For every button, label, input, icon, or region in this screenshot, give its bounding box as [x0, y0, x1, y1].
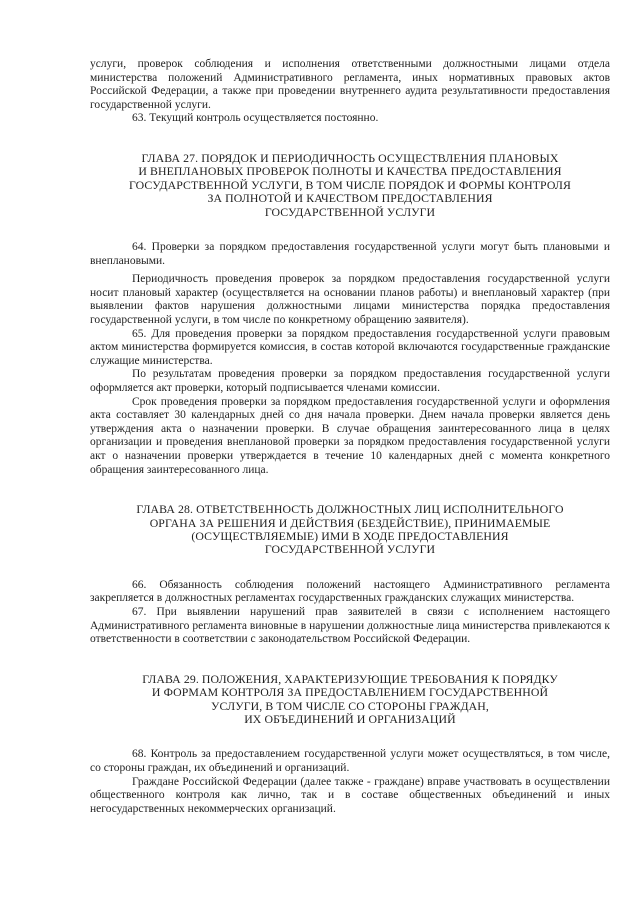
paragraph-65: 65. Для проведения проверки за порядком предоставления государственной услуги правовым актом министерства формируется комиссия, в состав которой включаются государственные гражданские служащие министерства. [90, 327, 610, 367]
chapter-29-line: УСЛУГИ, В ТОМ ЧИСЛЕ СО СТОРОНЫ ГРАЖДАН, [211, 698, 489, 713]
chapter-28-line: ОРГАНА ЗА РЕШЕНИЯ И ДЕЙСТВИЯ (БЕЗДЕЙСТВИЕ), ПРИНИМАЕМЫЕ [149, 515, 551, 530]
paragraph-68: 68. Контроль за предоставлением государственной услуги может осуществляться, в том числе, со стороны граждан, их объединений и организаций. [90, 748, 610, 774]
paragraph-63: 63. Текущий контроль осуществляется постоянно. [132, 112, 379, 125]
chapter-29-line: ГЛАВА 29. ПОЛОЖЕНИЯ, ХАРАКТЕРИЗУЮЩИЕ ТРЕБОВАНИЯ К ПОРЯДКУ [142, 671, 558, 686]
chapter-27-line: И ВНЕПЛАНОВЫХ ПРОВЕРОК ПОЛНОТЫ И КАЧЕСТВА ПРЕДОСТАВЛЕНИЯ [138, 164, 562, 179]
paragraph-66: 66. Обязанность соблюдения положений настоящего Административного регламента закрепляется в должностных регламентах государственных гражданских служащих министерства. [90, 578, 610, 605]
chapter-27-line: ЗА ПОЛНОТОЙ И КАЧЕСТВОМ ПРЕДОСТАВЛЕНИЯ [207, 191, 493, 206]
paragraph-intro: услуги, проверок соблюдения и исполнения ответственными должностными лицами отдела министерства положений Административного регламента, иных нормативных правовых актов Российской Федерации, а также при проведении внутреннего аудита результативности предоставления государственной услуги. [90, 58, 610, 111]
paragraph-65-results: По результатам проведения проверки за порядком предоставления государственной услуги оформляется акт проверки, который подписывается членами комиссии. [90, 368, 610, 394]
chapter-29-line: И ФОРМАМ КОНТРОЛЯ ЗА ПРЕДОСТАВЛЕНИЕМ ГОСУДАРСТВЕННОЙ [151, 685, 549, 700]
chapter-29-heading [90, 673, 610, 727]
paragraph-64: 64. Проверки за порядком предоставления государственной услуги могут быть плановыми и внеплановыми. [90, 241, 610, 267]
chapter-27-line: ГОСУДАРСТВЕННОЙ УСЛУГИ, В ТОМ ЧИСЛЕ ПОРЯДОК И ФОРМЫ КОНТРОЛЯ [129, 177, 571, 192]
chapter-27-line: ГОСУДАРСТВЕННОЙ УСЛУГИ [264, 204, 436, 219]
chapter-28-line: ГЛАВА 28. ОТВЕТСТВЕННОСТЬ ДОЛЖНОСТНЫХ ЛИЦ ИСПОЛНИТЕЛЬНОГО [136, 502, 564, 517]
chapter-28-line: ГОСУДАРСТВЕННОЙ УСЛУГИ [264, 542, 436, 557]
paragraph-64-periodicity: Периодичность проведения проверок за порядком предоставления государственной услуги носит плановый характер (осуществляется на основании планов работы) и внеплановый характер (при выявлении фактов нарушения должностными лицами министерства порядка предоставления государственной услуги, в том числе по конкретному обращению заявителя). [90, 273, 610, 326]
chapter-27-line: ГЛАВА 27. ПОРЯДОК И ПЕРИОДИЧНОСТЬ ОСУЩЕСТВЛЕНИЯ ПЛАНОВЫХ [141, 150, 559, 165]
chapter-28-heading [90, 503, 610, 557]
paragraph-68-citizens: Граждане Российской Федерации (далее также - граждане) вправе участвовать в осуществлении общественного контроля как лично, так и в составе общественных объединений и иных негосударственных некоммерческих организаций. [90, 775, 610, 815]
chapter-29-line: ИХ ОБЪЕДИНЕНИЙ И ОРГАНИЗАЦИЙ [244, 711, 456, 726]
paragraph-65-terms: Срок проведения проверки за порядком предоставления государственной услуги и оформления акта составляет 30 календарных дней со дня начала проверки. Днем начала проверки является день утверждения акта о назначении проверки. В случае обращения заинтересованного лица в целях организации и проведения внеплановой проверки за порядком предоставления государственной услуги акт о назначении проверки утверждается в течение 10 календарных дней с момента конкретного обращения заинтересованного лица. [90, 395, 610, 476]
chapter-27-heading [90, 152, 610, 219]
paragraph-67: 67. При выявлении нарушений прав заявителей в связи с исполнением настоящего Административного регламента виновные в нарушении должностные лица министерства привлекаются к ответственности в соответствии с законодательством Российской Федерации. [90, 605, 610, 646]
chapter-28-line: (ОСУЩЕСТВЛЯЕМЫЕ) ИМИ В ХОДЕ ПРЕДОСТАВЛЕНИЯ [191, 528, 509, 543]
